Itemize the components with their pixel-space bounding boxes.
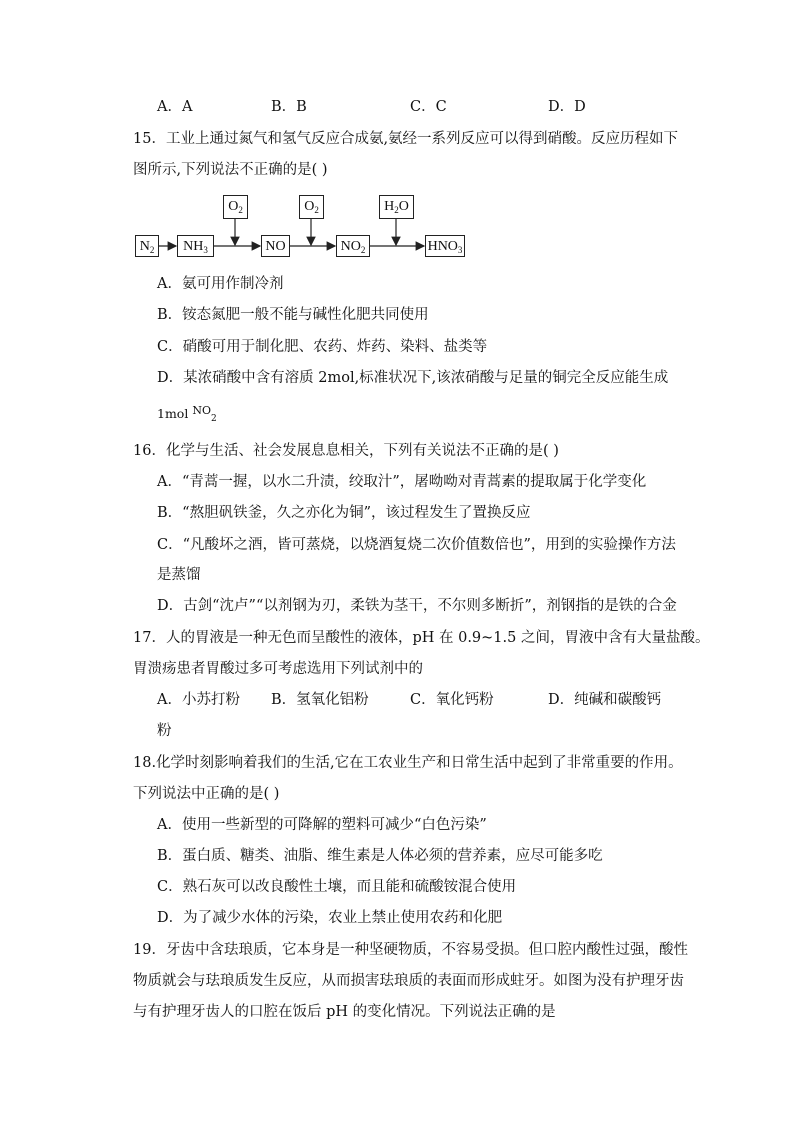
q17-option-a: A．小苏打粉 <box>157 692 240 708</box>
q15-option-a: A．氨可用作制冷剂 <box>157 276 284 292</box>
q15-option-d: D．某浓硝酸中含有溶质 2mol,标准状况下,该浓硝酸与足量的铜完全反应能生成 <box>157 370 669 386</box>
o2-box-b: $O_2$ <box>299 195 324 219</box>
q17-option-c: C．氧化钙粉 <box>410 692 494 708</box>
q18-option-d: D．为了减少水体的污染，农业上禁止使用农药和化肥 <box>157 910 503 926</box>
q19-stem-line1: 19．牙齿中含珐琅质，它本身是一种坚硬物质，不容易受损。但口腔内酸性过强，酸性 <box>133 942 688 958</box>
q14-option-d: D．D <box>548 99 586 115</box>
q16-option-b: B．“熬胆矾铁釜，久之亦化为铜”，该过程发生了置换反应 <box>157 505 531 521</box>
no-box: NO <box>261 235 290 257</box>
nh3-box: $NH_3$ <box>177 235 214 257</box>
q14-option-c: C．C <box>410 99 447 115</box>
q17-option-d-continuation: 粉 <box>157 723 172 739</box>
q15-option-c: C．硝酸可用于制化肥、农药、炸药、染料、盐类等 <box>157 339 488 355</box>
q18-option-a: A．使用一些新型的可降解的塑料可减少“白色污染” <box>157 817 487 833</box>
q16-option-c-continuation: 是蒸馏 <box>157 567 201 583</box>
q16-stem: 16．化学与生活、社会发展息息相关，下列有关说法不正确的是( ) <box>133 443 559 459</box>
no2-box: $NO_2$ <box>336 235 370 257</box>
q18-stem-line1: 18.化学时刻影响着我们的生活,它在工农业生产和日常生活中起到了非常重要的作用。 <box>133 755 683 771</box>
q19-stem-line3: 与有护理牙齿人的口腔在饭后 pH 的变化情况。下列说法正确的是 <box>133 1004 556 1020</box>
q18-option-c: C．熟石灰可以改良酸性土壤，而且能和硫酸铵混合使用 <box>157 879 517 895</box>
q17-option-b: B．氢氧化铝粉 <box>271 692 369 708</box>
q17-stem-line1: 17．人的胃液是一种无色而呈酸性的液体，pH 在 0.9~1.5 之间，胃液中含有大量盐酸。 <box>133 630 710 646</box>
q18-option-b: B．蛋白质、糖类、油脂、维生素是人体必须的营养素，应尽可能多吃 <box>157 848 603 864</box>
n2-box: $N_2$ <box>135 235 159 257</box>
q14-option-b: B．B <box>271 99 307 115</box>
q16-option-c: C．“凡酸坏之酒，皆可蒸烧，以烧酒复烧二次价值数倍也”，用到的实验操作方法 <box>157 537 676 553</box>
h2o-box: $H_2O$ <box>379 195 414 219</box>
q14-option-a: A．A <box>157 99 193 115</box>
q15-stem-line2: 图所示,下列说法不正确的是( ) <box>133 162 328 178</box>
q19-stem-line2: 物质就会与珐琅质发生反应，从而损害珐琅质的表面而形成蛀牙。如图为没有护理牙齿 <box>133 973 684 989</box>
hno3-box: $HNO_3$ <box>425 235 465 257</box>
q17-option-d: D．纯碱和碳酸钙 <box>548 692 662 708</box>
q18-stem-line2: 下列说法中正确的是( ) <box>133 786 280 802</box>
q15-option-b: B．铵态氮肥一般不能与碱性化肥共同使用 <box>157 307 429 323</box>
o2-box-a: $O_2$ <box>223 195 248 219</box>
q17-stem-line2: 胃溃疡患者胃酸过多可考虑选用下列试剂中的 <box>133 661 423 677</box>
q15-option-d-continuation: 1mol $NO_2$ <box>157 404 217 424</box>
q15-stem-line1: 15．工业上通过氮气和氢气反应合成氨,氨经一系列反应可以得到硝酸。反应历程如下 <box>133 131 679 147</box>
q16-option-a: A．“青蒿一握，以水二升渍，绞取汁”，屠呦呦对青蒿素的提取属于化学变化 <box>157 474 647 490</box>
q16-option-d: D．古剑“沈卢”“以剂钢为刃，柔铁为茎干，不尔则多断折”，剂钢指的是铁的合金 <box>157 598 677 614</box>
